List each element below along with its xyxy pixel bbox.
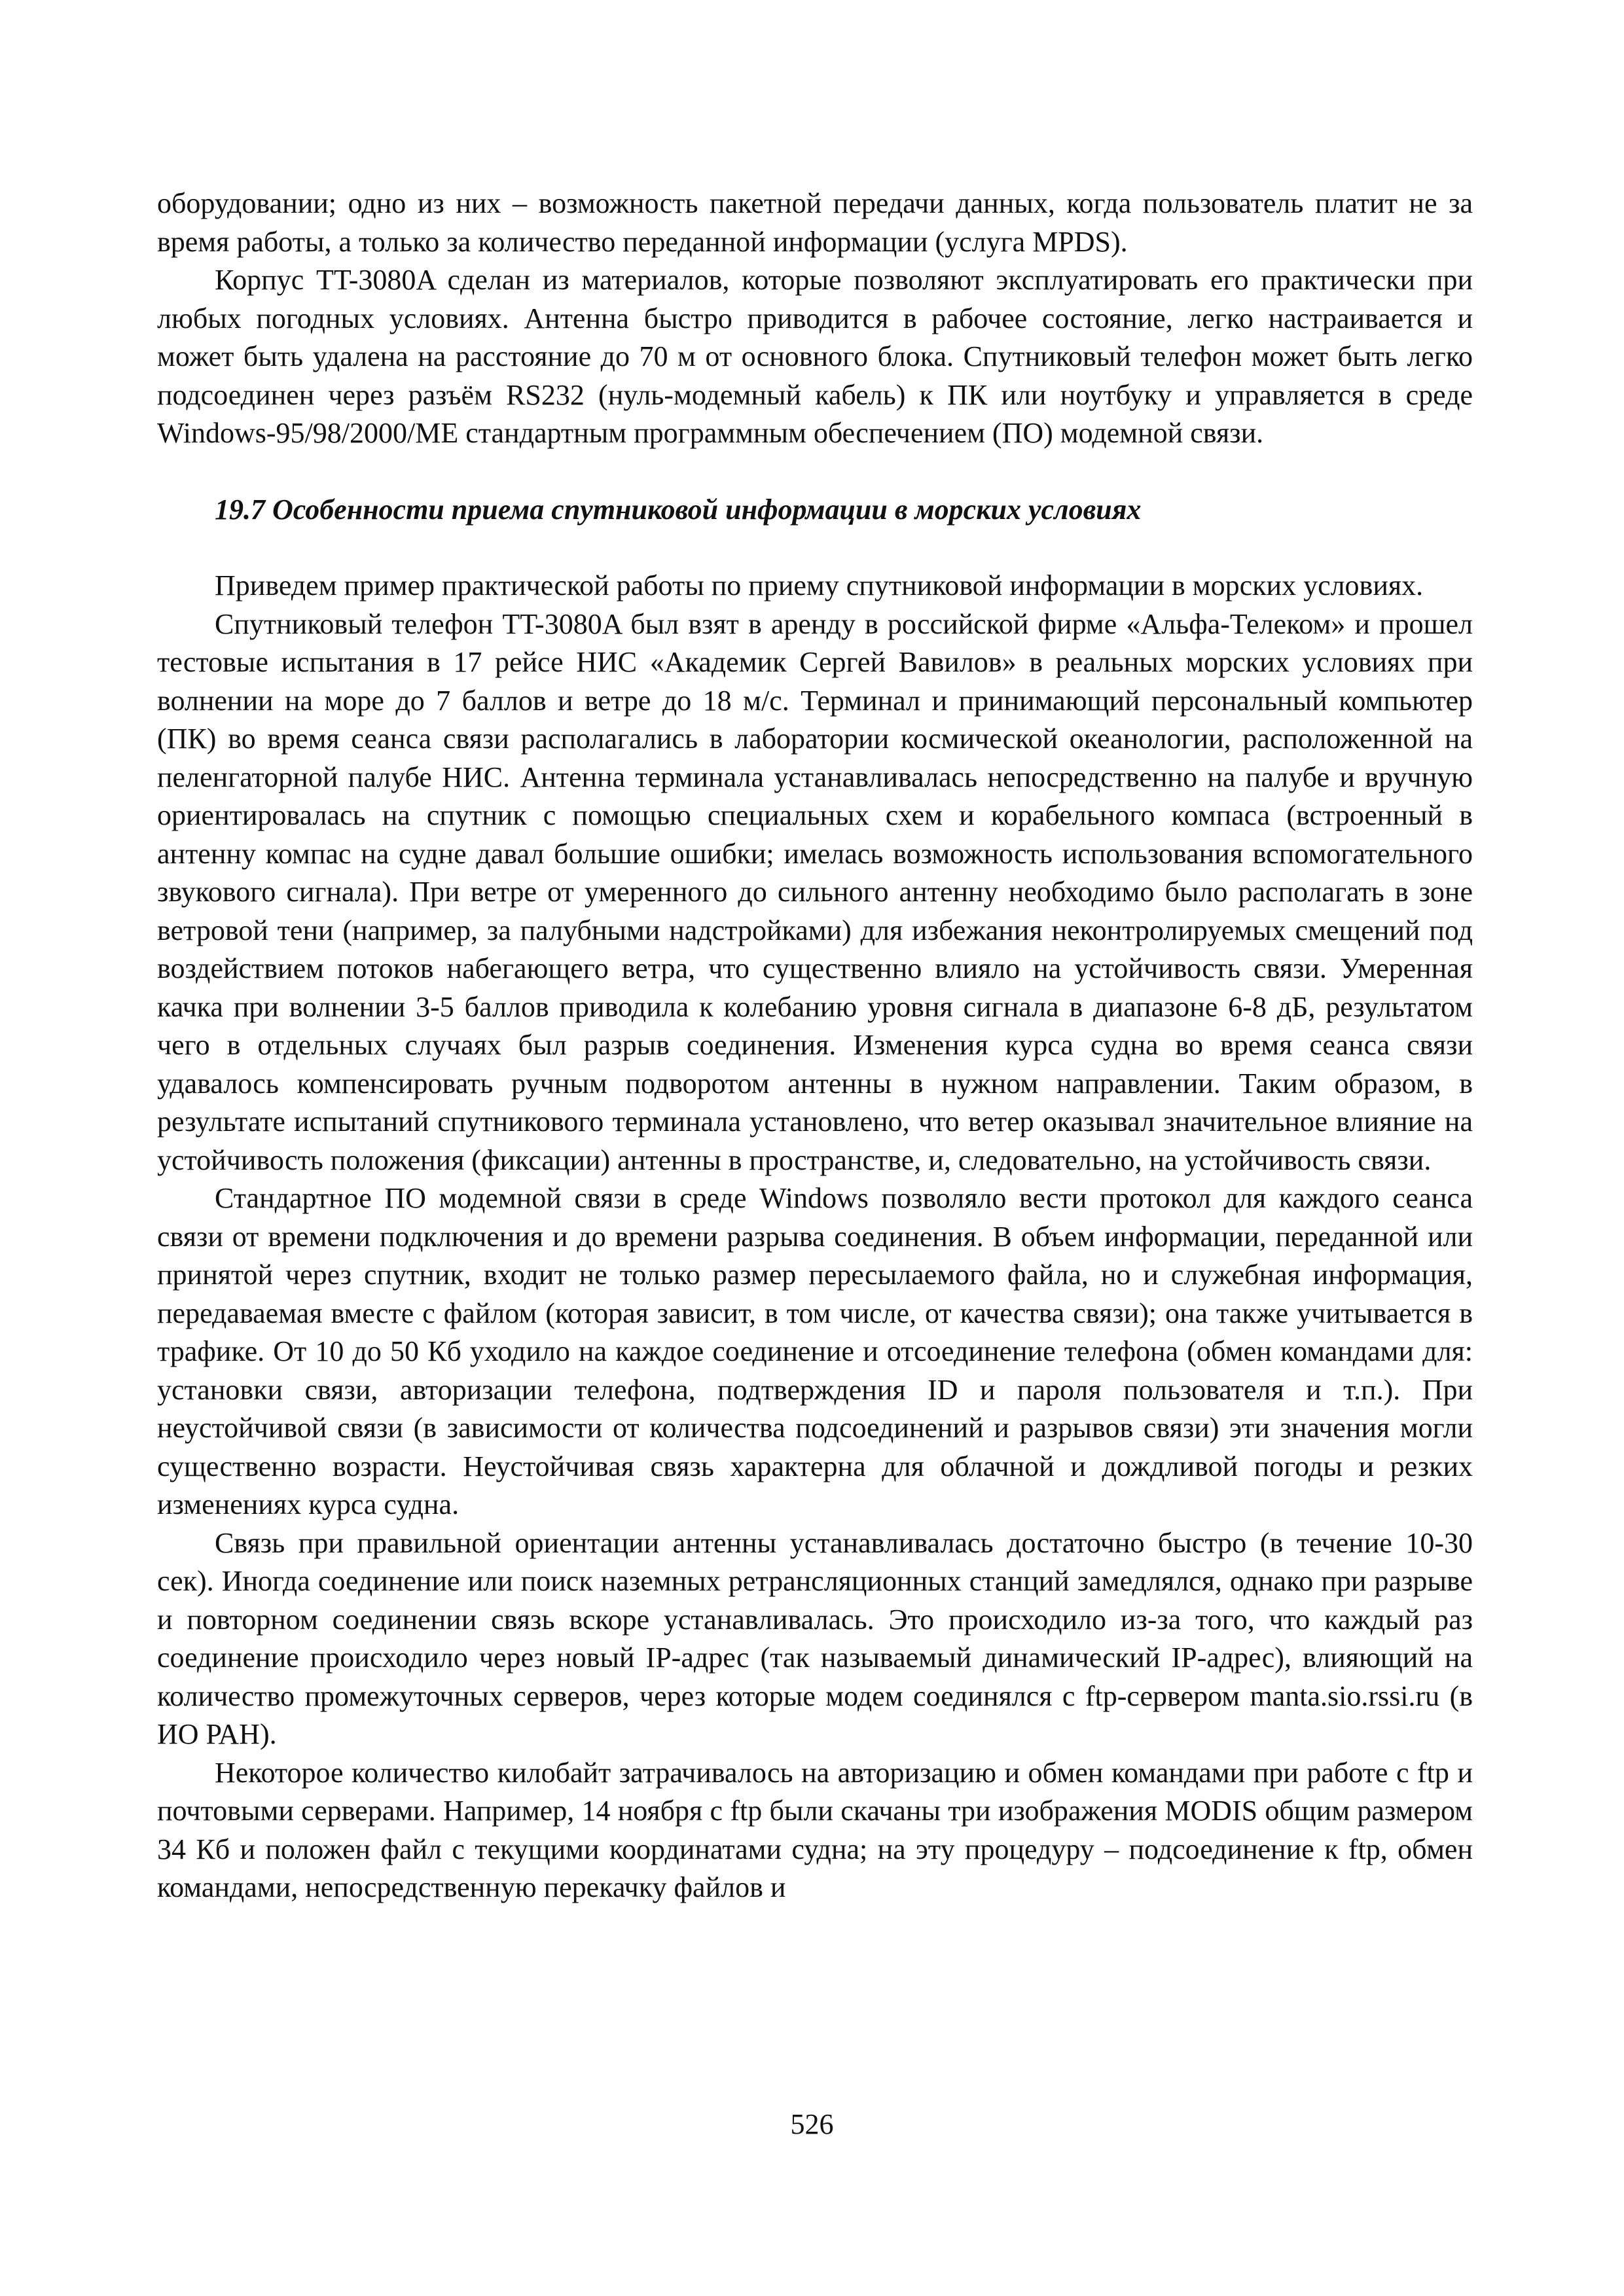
- paragraph-sea-trials: Спутниковый телефон TT-3080A был взят в аренду в российской фирме «Альфа-Телеком» и прошел тестовые испытания в 17 рейсе НИС «Академик Сергей Вавилов» в реальных морских условиях при волнении на море до 7 баллов и ветре до 18 м/с. Терминал и принимающий персональный компьютер (ПК) во время сеанса связи располагались в лаборатории космической океанологии, расположенной на пеленгаторной палубе НИС. Антенна терминала устанавливалась непосредственно на палубе и вручную ориентировалась на спутник с помощью специальных схем и корабельного компаса (встроенный в антенну компас на судне давал большие ошибки; имелась возможность использования вспомогательного звукового сигнала). При ветре от умеренного до сильного антенну необходимо было располагать в зоне ветровой тени (например, за палубными надстройками) для избежания неконтролируемых смещений под воздействием потоков набегающего ветра, что существенно влияло на устойчивость связи. Умеренная качка при волнении 3-5 баллов приводила к колебанию уровня сигнала в диапазоне 6-8 дБ, результатом чего в отдельных случаях был разрыв соединения. Изменения курса судна во время сеанса связи удавалось компенсировать ручным подворотом антенны в нужном направлении. Таким образом, в результате испытаний спутникового терминала установлено, что ветер оказывал значительное влияние на устойчивость положения (фиксации) антенны в пространстве, и, следовательно, на устойчивость связи.: [157, 607, 1473, 1176]
- paragraph-authorization: Некоторое количество килобайт затрачивалось на авторизацию и обмен командами при работе с ftp и почтовыми серверами. Например, 14 ноября с ftp были скачаны три изображения MODIS общим размером 34 Кб и положен файл с текущими координатами судна; на эту процедуру – подсоединение к ftp, обмен командами, непосредственную перекачку файлов и: [157, 1756, 1473, 1903]
- section-heading: 19.7 Особенности приема спутниковой информации в морских условиях: [215, 493, 1142, 526]
- paragraph-connection-speed: Связь при правильной ориентации антенны устанавливалась достаточно быстро (в течение 10-30 сек). Иногда соединение или поиск наземных ретрансляционных станций замедлялся, однако при разрыве и повторном соединении связь вскоре устанавливалась. Это происходило из-за того, что каждый раз соединение происходило через новый IP-адрес (так называемый динамический IP-адрес), влияющий на количество промежуточных серверов, через которые модем соединялся с ftp-сервером manta.sio.rssi.ru (в ИО РАН).: [157, 1526, 1473, 1750]
- page-number: 526: [790, 2108, 834, 2140]
- paragraph-intro: Приведем пример практической работы по приему спутниковой информации в морских условиях.: [215, 569, 1424, 601]
- paragraph-modem-software: Стандартное ПО модемной связи в среде Windows позволяло вести протокол для каждого сеанса связи от времени подключения и до времени разрыва соединения. В объем информации, переданной или принятой через спутник, входит не только размер пересылаемого файла, но и служебная информация, передаваемая вместе с файлом (которая зависит, в том числе, от качества связи); она также учитывается в трафике. От 10 до 50 Кб уходило на каждое соединение и отсоединение телефона (обмен командами для: установки связи, авторизации телефона, подтверждения ID и пароля пользователя и т.п.). При неустойчивой связи (в зависимости от количества подсоединений и разрывов связи) эти значения могли существенно возрасти. Неустойчивая связь характерна для облачной и дождливой погоды и резких изменениях курса судна.: [157, 1182, 1473, 1520]
- document-page: [157, 185, 1473, 1907]
- paragraph-housing: Корпус TT-3080A сделан из материалов, которые позволяют эксплуатировать его практически при любых погодных условиях. Антенна быстро приводится в рабочее состояние, легко настраивается и может быть удалена на расстояние до 70 м от основного блока. Спутниковый телефон может быть легко подсоединен через разъём RS232 (нуль-модемный кабель) к ПК или ноутбуку и управляется в среде Windows-95/98/2000/ME стандартным программным обеспечением (ПО) модемной связи.: [157, 264, 1473, 449]
- paragraph-continuation: оборудовании; одно из них – возможность пакетной передачи данных, когда пользователь платит не за время работы, а только за количество переданной информации (услуга MPDS).: [157, 187, 1473, 258]
